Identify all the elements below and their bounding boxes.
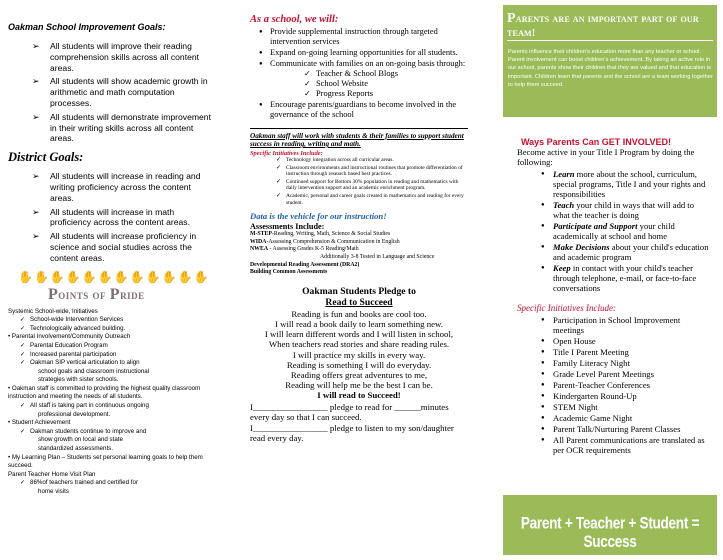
pride-line: ✓ 86%of teachers trained and certified for	[8, 479, 216, 488]
hand-icon: ✋	[177, 269, 193, 284]
district-goals-heading: District Goals:	[8, 150, 84, 165]
pride-line: ✓ All staff is taking part in continuous ongoing	[8, 402, 216, 411]
list-item: ● Open House	[553, 336, 709, 346]
divider	[250, 128, 468, 129]
parents-banner-text: Parents influence their children's education more than any teacher or school. Parent involvement can boost children's achievement. By taking an active role in our school, parents show their children that they are valued and that education is important. Children learn that parents and the school are a team working together to help them succeed.	[508, 49, 713, 88]
list-item: ✓ School Website	[316, 79, 468, 89]
list-item: ● Parent-Teacher Conferences	[553, 380, 709, 390]
hand-icon: ✋	[49, 269, 65, 284]
hand-icon: ✋	[161, 269, 177, 284]
assessments-heading: Assessments Include:	[250, 222, 325, 232]
colorful-hands-icon	[18, 270, 216, 284]
communication-list	[270, 69, 468, 99]
list-item: ➢ All students will increase in math proficiency across the content areas.	[32, 206, 190, 228]
pride-line: Systemic School-wide, Initiatives	[8, 307, 98, 315]
arrow-bullet-icon: ➢	[32, 231, 40, 242]
pride-line: standardized assessments.	[38, 445, 113, 453]
success-footer	[503, 495, 717, 555]
ways-heading: Ways Parents Can GET INVOLVED!	[521, 137, 672, 147]
school-will-heading: As a school, we will:	[250, 14, 339, 25]
arrow-bullet-icon: ➢	[32, 76, 40, 87]
specific-initiatives-list	[250, 157, 468, 206]
list-item: ● Family Literacy Night	[553, 358, 709, 368]
list-item: ● Participation in School Improvement meetings	[553, 315, 709, 335]
pledge-title: Oakman Students Pledge to Read to Succeed	[302, 285, 416, 308]
parent-initiatives-heading: Specific Initiatives Include:	[517, 303, 616, 313]
parents-banner	[503, 5, 717, 117]
hand-icon: ✋	[81, 269, 97, 284]
list-item: ➢ All students will improve their reading comprehension skills across all content areas.	[32, 41, 200, 73]
list-item: ● Kindergarten Round-Up	[553, 391, 709, 401]
pride-line: ✓ Parental Education Program	[8, 342, 216, 351]
arrow-bullet-icon: ➢	[32, 111, 40, 122]
parents-banner-title: Parents are an important part of our team!	[507, 11, 713, 41]
arrow-bullet-icon: ➢	[32, 41, 40, 51]
pride-line: • Parental Involvement/Community Outreach	[8, 333, 131, 341]
list-item: Building Common Assessments	[250, 269, 328, 276]
list-item: ● STEM Night	[553, 402, 709, 412]
hand-icon: ✋	[129, 269, 145, 284]
pledge-signature-line: I_________________ pledge to listen to my son/daughter read every day.	[250, 422, 454, 444]
list-item: M-STEP-Reading, Writing, Math, Science & Social Studies	[250, 231, 391, 238]
list-item: ✓ Progress Reports	[316, 89, 468, 99]
assessment-note: Additionally 3-8 Tested in Language and Science	[320, 253, 435, 260]
list-item: ✓ Technology integration across all curricular areas.	[286, 157, 468, 164]
success-slogan: Parent + Teacher + Student = Success	[520, 513, 700, 551]
arrow-bullet-icon: ➢	[32, 206, 40, 217]
list-item: ✓ Academic, personal and career goals created in mathematics and reading for every student.	[286, 193, 468, 206]
school-goals-list	[8, 41, 216, 144]
pride-line: ✓ Increased parental participation	[8, 351, 216, 360]
pride-line: professional development.	[38, 410, 111, 418]
hand-icon: ✋	[193, 269, 209, 284]
column-goals	[8, 22, 216, 497]
pride-line: home visits	[38, 488, 69, 496]
list-item: ● Encourage parents/guardians to become involved in the governance of the school	[270, 100, 468, 120]
pride-line: Parent Teacher Home Visit Plan	[8, 470, 96, 478]
column-school-commitments	[250, 14, 468, 443]
data-vehicle-heading: Data is the vehicle for our instruction!	[250, 211, 387, 222]
parent-initiatives-list	[511, 315, 709, 455]
list-item: ● Communicate with families on an on-going basis through: ✓ Teacher & School Blogs ✓ School Website ✓ Progress Reports	[270, 59, 468, 99]
hand-icon: ✋	[33, 269, 49, 284]
list-item: ● Provide supplemental instruction through targeted intervention services	[270, 27, 468, 47]
list-item: ● Title I Parent Meeting	[553, 347, 709, 357]
list-item: ➢ All students will demonstrate improvement in their writing skills across all content areas.	[32, 111, 211, 144]
ways-to-get-involved	[503, 117, 717, 455]
pledge-text: Reading is fun and books are cool too. I will read a book daily to learn something new. I will learn different words and I will listen in school, When teachers read stories and share reading rules. I will practice my skills in every way. Reading is something I will do everyday. Reading offers great adventures to me, Reading will help me be the best I can be. I will read to Succeed!	[264, 308, 454, 401]
column-parents	[503, 5, 717, 555]
arrow-bullet-icon: ➢	[32, 171, 40, 182]
list-item: ➢ All students will increase in reading and writing proficiency across the content areas.	[32, 171, 201, 203]
pledge-signature-line: I_________________ pledge to read for ______minutes every day so that I can succeed.	[250, 401, 449, 422]
staff-statement: Oakman staff will work with students & their families to support student success in reading, writing and math.	[250, 132, 464, 148]
list-item: ● All Parent communications are translated as per OCR requirements	[553, 435, 709, 455]
list-item: ● Make Decisions about your child's education and academic program	[553, 242, 709, 262]
specific-initiatives-heading: Specific Initiatives Include:	[250, 150, 323, 157]
list-item: ✓ Teacher & School Blogs	[316, 69, 468, 79]
ways-list	[511, 169, 709, 293]
list-item: ➢ All students will show academic growth in arithmetic and math computation processes.	[32, 76, 208, 108]
assessments-list	[250, 231, 468, 277]
pride-line: strategies with sister schools.	[38, 376, 119, 384]
list-item: ● Participate and Support your child academically at school and home	[553, 221, 709, 241]
list-item: ● Parent Talk/Nurturing Parent Classes	[553, 424, 709, 434]
pride-line: • Student Achievement	[8, 419, 71, 427]
hand-icon: ✋	[97, 269, 113, 284]
pride-line: • My Learning Plan – Students set personal learning goals to help them succeed.	[8, 453, 203, 470]
ways-intro: Become active in your Title I Program by doing the following:	[517, 147, 695, 167]
pride-line: school goals and classroom instructional	[38, 367, 150, 375]
list-item: ● Learn more about the school, curriculum, special programs, Title I and your rights and responsibilities	[553, 169, 709, 199]
list-item: WIDA-Assessing Comprehension & Communication in English	[250, 238, 400, 245]
list-item: ● Grade Level Parent Meetings	[553, 369, 709, 379]
pride-line: ✓ Technologically advanced building.	[8, 325, 216, 334]
points-of-pride-heading: Points of Pride	[48, 285, 145, 303]
pride-line: ✓ School-wide Intervention Services	[8, 316, 216, 325]
pride-line: ✓ Oakman students continue to improve and	[8, 428, 216, 437]
district-goals-list	[8, 171, 216, 263]
list-item: NWEA - Assessing Grades K-5 Reading/Math	[250, 246, 359, 253]
list-item: ● Keep in contact with your child's teacher through telephone, e-mail, or face-to-face conversations	[553, 263, 709, 293]
list-item: ● Academic Game Night	[553, 413, 709, 423]
list-item: ➢ All students will increase proficiency in science and social studies across the content areas.	[32, 231, 197, 263]
hand-icon: ✋	[65, 269, 81, 284]
list-item: Developmental Reading Assessment (DRA2)	[250, 261, 360, 268]
list-item: ● Expand on-going learning opportunities for all students.	[270, 48, 468, 58]
list-item: ● Teach your child in ways that will add to what the teacher is doing	[553, 200, 709, 220]
list-item: ✓ Continued support for Bottom 30% population in reading and mathematics with daily intervention support and an academic enrichment program.	[286, 179, 468, 192]
school-will-list	[250, 27, 468, 120]
list-item: ✓ Classroom environments and instructional routines that promote differentiation of instruction through research based best practices.	[286, 165, 468, 178]
hand-icon: ✋	[113, 269, 129, 284]
hand-icon: ✋	[145, 269, 161, 284]
school-goals-heading: Oakman School Improvement Goals:	[8, 22, 166, 32]
pride-line: show growth on local and state	[38, 436, 123, 444]
points-of-pride-list	[8, 308, 216, 497]
pride-line: • Oakman staff is committed to providing the highest quality classroom instruction and meeting the needs of all students.	[8, 384, 201, 401]
hand-icon: ✋	[18, 269, 33, 284]
pride-line: ✓ Oakman SIP vertical articulation to align	[8, 359, 216, 368]
